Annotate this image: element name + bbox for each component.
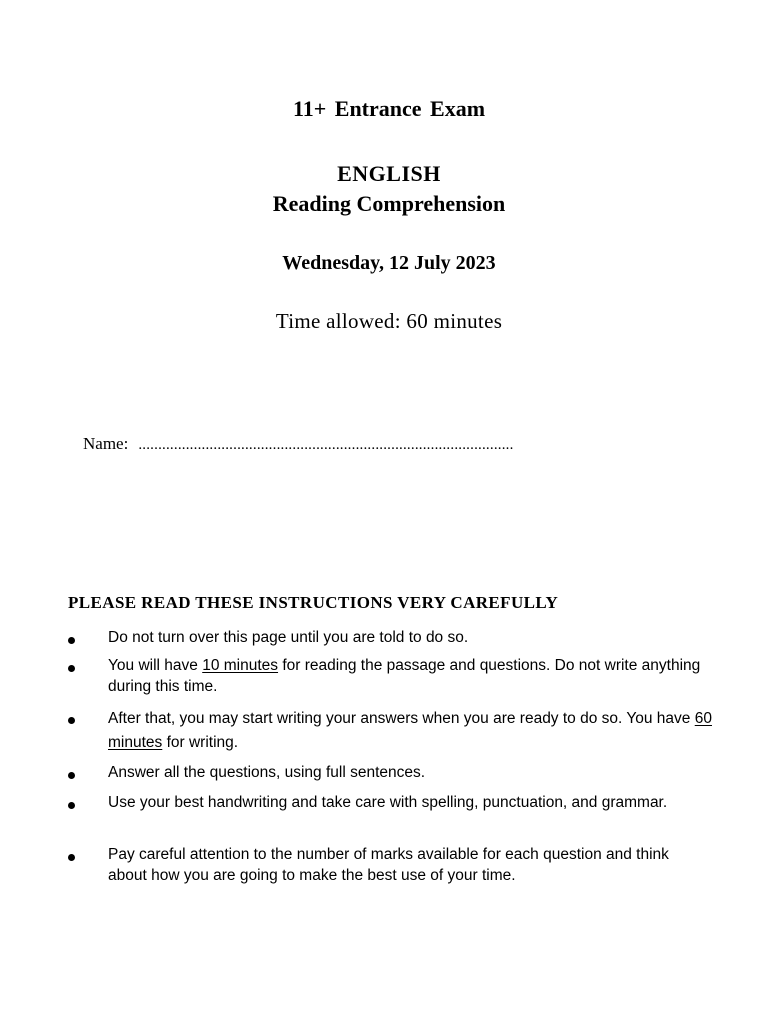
instruction-text-before: After that, you may start writing your answers when you are ready to do so. You have [108, 710, 695, 727]
instructions-heading: PLEASE READ THESE INSTRUCTIONS VERY CAREFULLY [68, 593, 559, 612]
bullet-icon [68, 717, 75, 724]
paper-name: Reading Comprehension [272, 191, 506, 216]
underlined-duration: 10 minutes [202, 657, 279, 674]
instruction-text: Use your best handwriting and take care with spelling, punctuation, and grammar. [108, 794, 668, 811]
instruction-text-after: for reading the passage and questions. Do not write anything during this time. [108, 657, 701, 695]
instruction-text [108, 655, 728, 697]
name-label: Name: [83, 434, 129, 453]
bullet-icon [68, 637, 75, 644]
bullet-icon [68, 802, 75, 809]
subject-heading: ENGLISH [337, 161, 441, 186]
bullet-icon [68, 665, 75, 672]
exam-title: 11+ Entrance Exam [292, 96, 486, 121]
instruction-text-after: for writing. [162, 734, 239, 751]
instruction-text [108, 707, 728, 755]
bullet-icon [68, 772, 75, 779]
instruction-text: Pay careful attention to the number of marks available for each question and think about how you are going to make the best use of your time. [108, 846, 669, 884]
name-dotted-line[interactable]: ............................................................................................... [138, 437, 514, 453]
bullet-icon [68, 854, 75, 861]
instruction-text: Do not turn over this page until you are told to do so. [108, 629, 469, 646]
time-allowed: Time allowed: 60 minutes [275, 309, 503, 333]
exam-date: Wednesday, 12 July 2023 [282, 252, 496, 274]
underlined-duration: 60 minutes [108, 710, 712, 751]
instruction-text: Answer all the questions, using full sentences. [108, 764, 426, 781]
name-field[interactable] [83, 434, 514, 454]
instruction-text-before: You will have [108, 657, 203, 674]
